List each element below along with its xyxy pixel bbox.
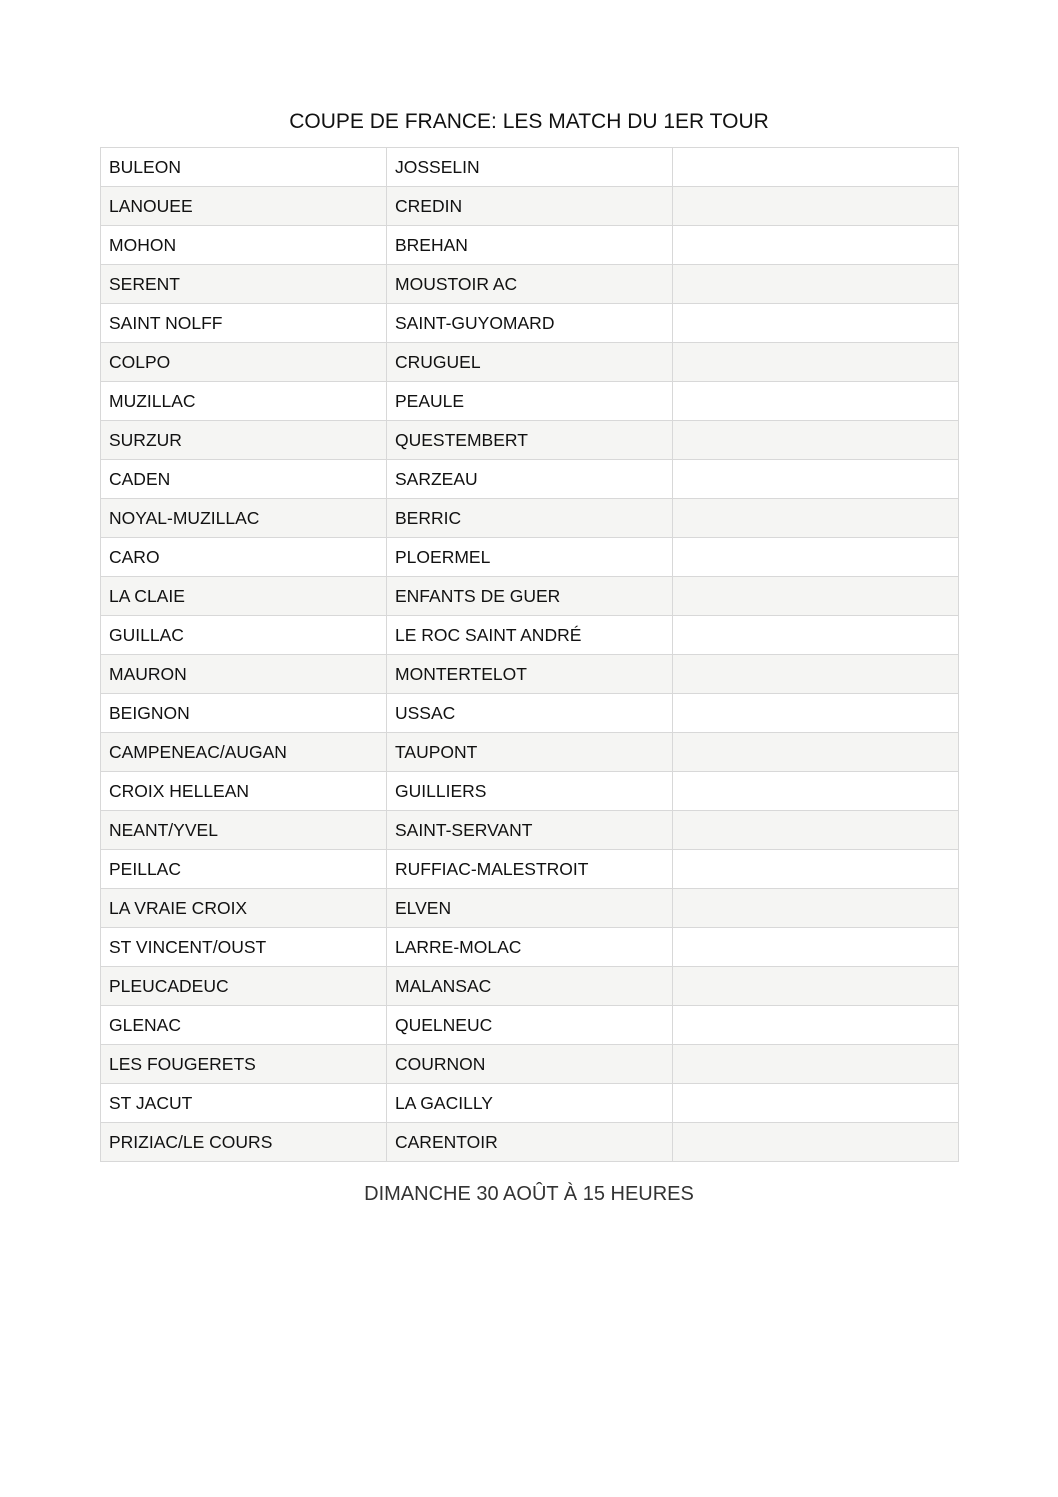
away-team-cell: BERRIC <box>387 499 673 538</box>
away-team-cell: LE ROC SAINT ANDRÉ <box>387 616 673 655</box>
home-team-cell: SAINT NOLFF <box>101 304 387 343</box>
home-team-cell: LA VRAIE CROIX <box>101 889 387 928</box>
away-team-cell: ELVEN <box>387 889 673 928</box>
away-team-cell: USSAC <box>387 694 673 733</box>
home-team-cell: ST JACUT <box>101 1084 387 1123</box>
result-cell <box>673 928 959 967</box>
home-team-cell: BEIGNON <box>101 694 387 733</box>
home-team-cell: COLPO <box>101 343 387 382</box>
result-cell <box>673 343 959 382</box>
away-team-cell: TAUPONT <box>387 733 673 772</box>
home-team-cell: ST VINCENT/OUST <box>101 928 387 967</box>
table-row <box>101 616 959 655</box>
result-cell <box>673 265 959 304</box>
home-team-cell: PLEUCADEUC <box>101 967 387 1006</box>
result-cell <box>673 226 959 265</box>
table-row <box>101 226 959 265</box>
home-team-cell: MUZILLAC <box>101 382 387 421</box>
table-row <box>101 1006 959 1045</box>
table-row <box>101 733 959 772</box>
document-title: COUPE DE FRANCE: LES MATCH DU 1ER TOUR <box>289 110 769 133</box>
away-team-cell: PLOERMEL <box>387 538 673 577</box>
table-row <box>101 694 959 733</box>
result-cell <box>673 1123 959 1162</box>
result-cell <box>673 694 959 733</box>
home-team-cell: PRIZIAC/LE COURS <box>101 1123 387 1162</box>
result-cell <box>673 889 959 928</box>
match-date-footer: DIMANCHE 30 AOÛT À 15 HEURES <box>364 1183 694 1205</box>
table-row <box>101 1123 959 1162</box>
away-team-cell: LARRE-MOLAC <box>387 928 673 967</box>
home-team-cell: CARO <box>101 538 387 577</box>
table-row <box>101 1084 959 1123</box>
result-cell <box>673 811 959 850</box>
away-team-cell: SARZEAU <box>387 460 673 499</box>
away-team-cell: CRUGUEL <box>387 343 673 382</box>
result-cell <box>673 850 959 889</box>
away-team-cell: MOUSTOIR AC <box>387 265 673 304</box>
home-team-cell: PEILLAC <box>101 850 387 889</box>
home-team-cell: NOYAL-MUZILLAC <box>101 499 387 538</box>
result-cell <box>673 460 959 499</box>
home-team-cell: LANOUEE <box>101 187 387 226</box>
home-team-cell: MAURON <box>101 655 387 694</box>
table-row <box>101 811 959 850</box>
table-row <box>101 421 959 460</box>
away-team-cell: SAINT-SERVANT <box>387 811 673 850</box>
result-cell <box>673 577 959 616</box>
away-team-cell: GUILLIERS <box>387 772 673 811</box>
table-row <box>101 850 959 889</box>
table-row <box>101 1045 959 1084</box>
result-cell <box>673 772 959 811</box>
away-team-cell: COURNON <box>387 1045 673 1084</box>
table-row <box>101 460 959 499</box>
home-team-cell: BULEON <box>101 148 387 187</box>
result-cell <box>673 655 959 694</box>
table-row <box>101 187 959 226</box>
away-team-cell: MONTERTELOT <box>387 655 673 694</box>
away-team-cell: CREDIN <box>387 187 673 226</box>
table-row <box>101 538 959 577</box>
table-row <box>101 148 959 187</box>
home-team-cell: SURZUR <box>101 421 387 460</box>
table-row <box>101 772 959 811</box>
table-row <box>101 499 959 538</box>
away-team-cell: ENFANTS DE GUER <box>387 577 673 616</box>
result-cell <box>673 1006 959 1045</box>
home-team-cell: LA CLAIE <box>101 577 387 616</box>
result-cell <box>673 304 959 343</box>
table-row <box>101 343 959 382</box>
fixtures-table <box>100 147 959 1162</box>
result-cell <box>673 499 959 538</box>
away-team-cell: PEAULE <box>387 382 673 421</box>
home-team-cell: MOHON <box>101 226 387 265</box>
result-cell <box>673 187 959 226</box>
table-row <box>101 382 959 421</box>
home-team-cell: LES FOUGERETS <box>101 1045 387 1084</box>
away-team-cell: CARENTOIR <box>387 1123 673 1162</box>
result-cell <box>673 967 959 1006</box>
away-team-cell: QUELNEUC <box>387 1006 673 1045</box>
result-cell <box>673 538 959 577</box>
result-cell <box>673 382 959 421</box>
result-cell <box>673 421 959 460</box>
table-row <box>101 928 959 967</box>
home-team-cell: CROIX HELLEAN <box>101 772 387 811</box>
home-team-cell: CAMPENEAC/AUGAN <box>101 733 387 772</box>
result-cell <box>673 1084 959 1123</box>
result-cell <box>673 733 959 772</box>
home-team-cell: SERENT <box>101 265 387 304</box>
table-row <box>101 304 959 343</box>
result-cell <box>673 616 959 655</box>
table-row <box>101 577 959 616</box>
away-team-cell: SAINT-GUYOMARD <box>387 304 673 343</box>
fixtures-table-body <box>101 148 959 1162</box>
home-team-cell: NEANT/YVEL <box>101 811 387 850</box>
home-team-cell: GUILLAC <box>101 616 387 655</box>
away-team-cell: LA GACILLY <box>387 1084 673 1123</box>
away-team-cell: MALANSAC <box>387 967 673 1006</box>
table-row <box>101 967 959 1006</box>
away-team-cell: BREHAN <box>387 226 673 265</box>
table-row <box>101 655 959 694</box>
result-cell <box>673 148 959 187</box>
away-team-cell: QUESTEMBERT <box>387 421 673 460</box>
result-cell <box>673 1045 959 1084</box>
home-team-cell: GLENAC <box>101 1006 387 1045</box>
home-team-cell: CADEN <box>101 460 387 499</box>
away-team-cell: JOSSELIN <box>387 148 673 187</box>
table-row <box>101 265 959 304</box>
table-row <box>101 889 959 928</box>
away-team-cell: RUFFIAC-MALESTROIT <box>387 850 673 889</box>
